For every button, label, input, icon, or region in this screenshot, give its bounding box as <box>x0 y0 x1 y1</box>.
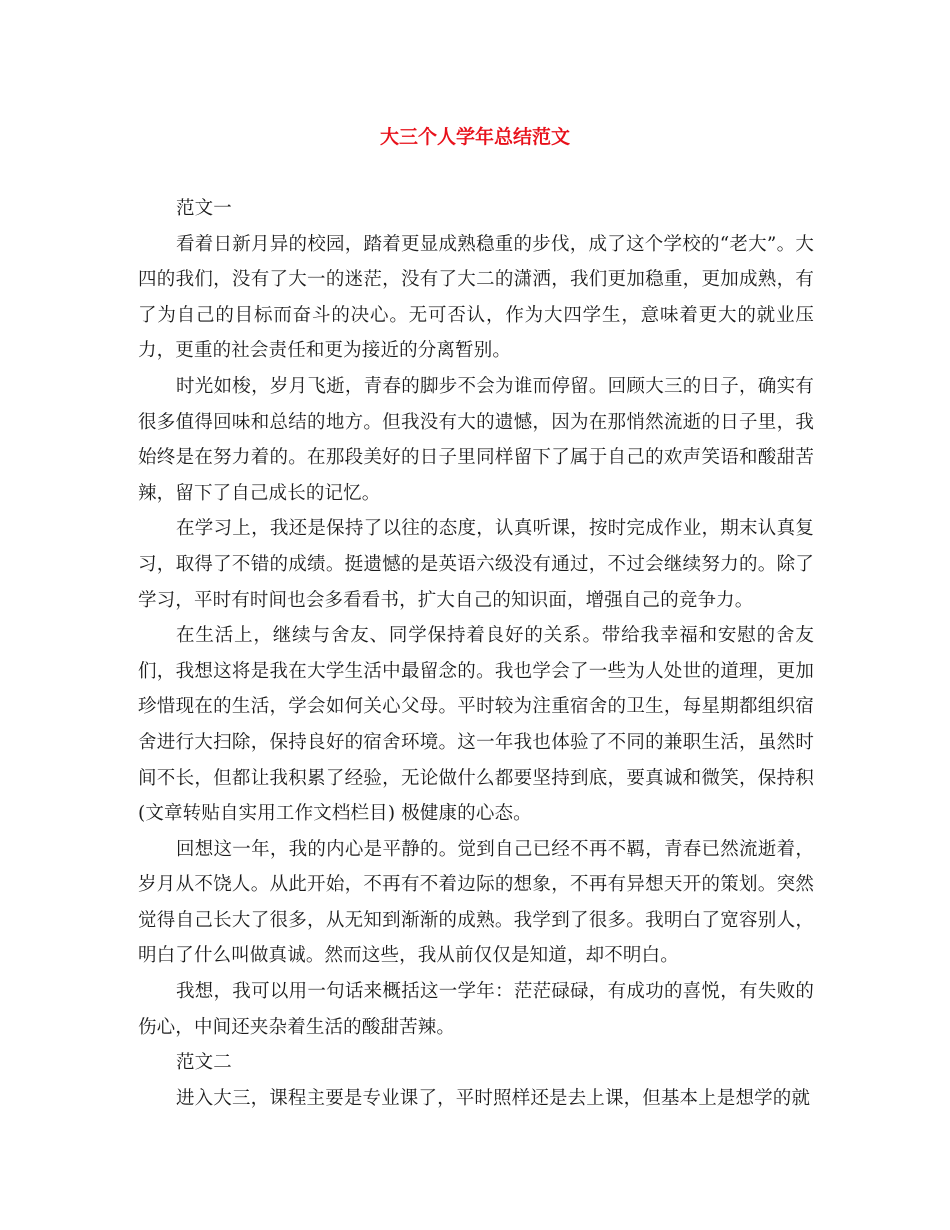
section-heading-sample-two: 范文二 <box>176 1052 232 1074</box>
paragraph: 进入大三，课程主要是专业课了，平时照样还是去上课，但基本上是想学的就 <box>176 1087 811 1109</box>
section-heading-sample-one: 范文一 <box>176 198 232 219</box>
document-title: 大三个人学年总结范文 <box>379 126 570 148</box>
paragraph: 在生活上，继续与舍友、同学保持着良好的关系。带给我幸福和安慰的舍友们，我想这将是我在大学生活中最留念的。我也学会了一些为人处世的道理，更加珍惜现在的生活，学会如何关心父母。平时较为注重宿舍的卫生，每星期都组织宿舍进行大扫除，保持良好的宿舍环境。这一年我也体验了不同的兼职生活，虽然时间不长，但都让我积累了经验，无论做什么都要坚持到底，要真诚和微笑，保持积(文章转贴自实用工作文档栏目) 极健康的心态。 <box>138 625 814 825</box>
paragraph: 看着日新月异的校园，踏着更显成熟稳重的步伐，成了这个学校的“老大”。大四的我们，没有了大一的迷茫，没有了大二的潇洒，我们更加稳重，更加成熟，有了为自己的目标而奋斗的决心。无可否认，作为大四学生，意味着更大的就业压力，更重的社会责任和更为接近的分离暂别。 <box>138 233 814 362</box>
paragraph: 在学习上，我还是保持了以往的态度，认真听课，按时完成作业，期末认真复习，取得了不错的成绩。挺遗憾的是英语六级没有通过，不过会继续努力的。除了学习，平时有时间也会多看看书，扩大自己的知识面，增强自己的竞争力。 <box>138 518 814 611</box>
document-body <box>138 191 814 1116</box>
paragraph: 回想这一年，我的内心是平静的。觉到自己已经不再不羁，青春已然流逝着，岁月从不饶人。从此开始，不再有不着边际的想象，不再有异想天开的策划。突然觉得自己长大了很多，从无知到渐渐的成熟。我学到了很多。我明白了宽容别人，明白了什么叫做真诚。然而这些，我从前仅仅是知道，却不明白。 <box>138 838 814 967</box>
paragraph: 我想，我可以用一句话来概括这一学年：茫茫碌碌，有成功的喜悦，有失败的伤心，中间还夹杂着生活的酸甜苦辣。 <box>138 981 814 1038</box>
paragraph: 时光如梭，岁月飞逝，青春的脚步不会为谁而停留。回顾大三的日子，确实有很多值得回味和总结的地方。但我没有大的遗憾，因为在那悄然流逝的日子里，我始终是在努力着的。在那段美好的日子里同样留下了属于自己的欢声笑语和酸甜苦辣，留下了自己成长的记忆。 <box>138 375 814 504</box>
